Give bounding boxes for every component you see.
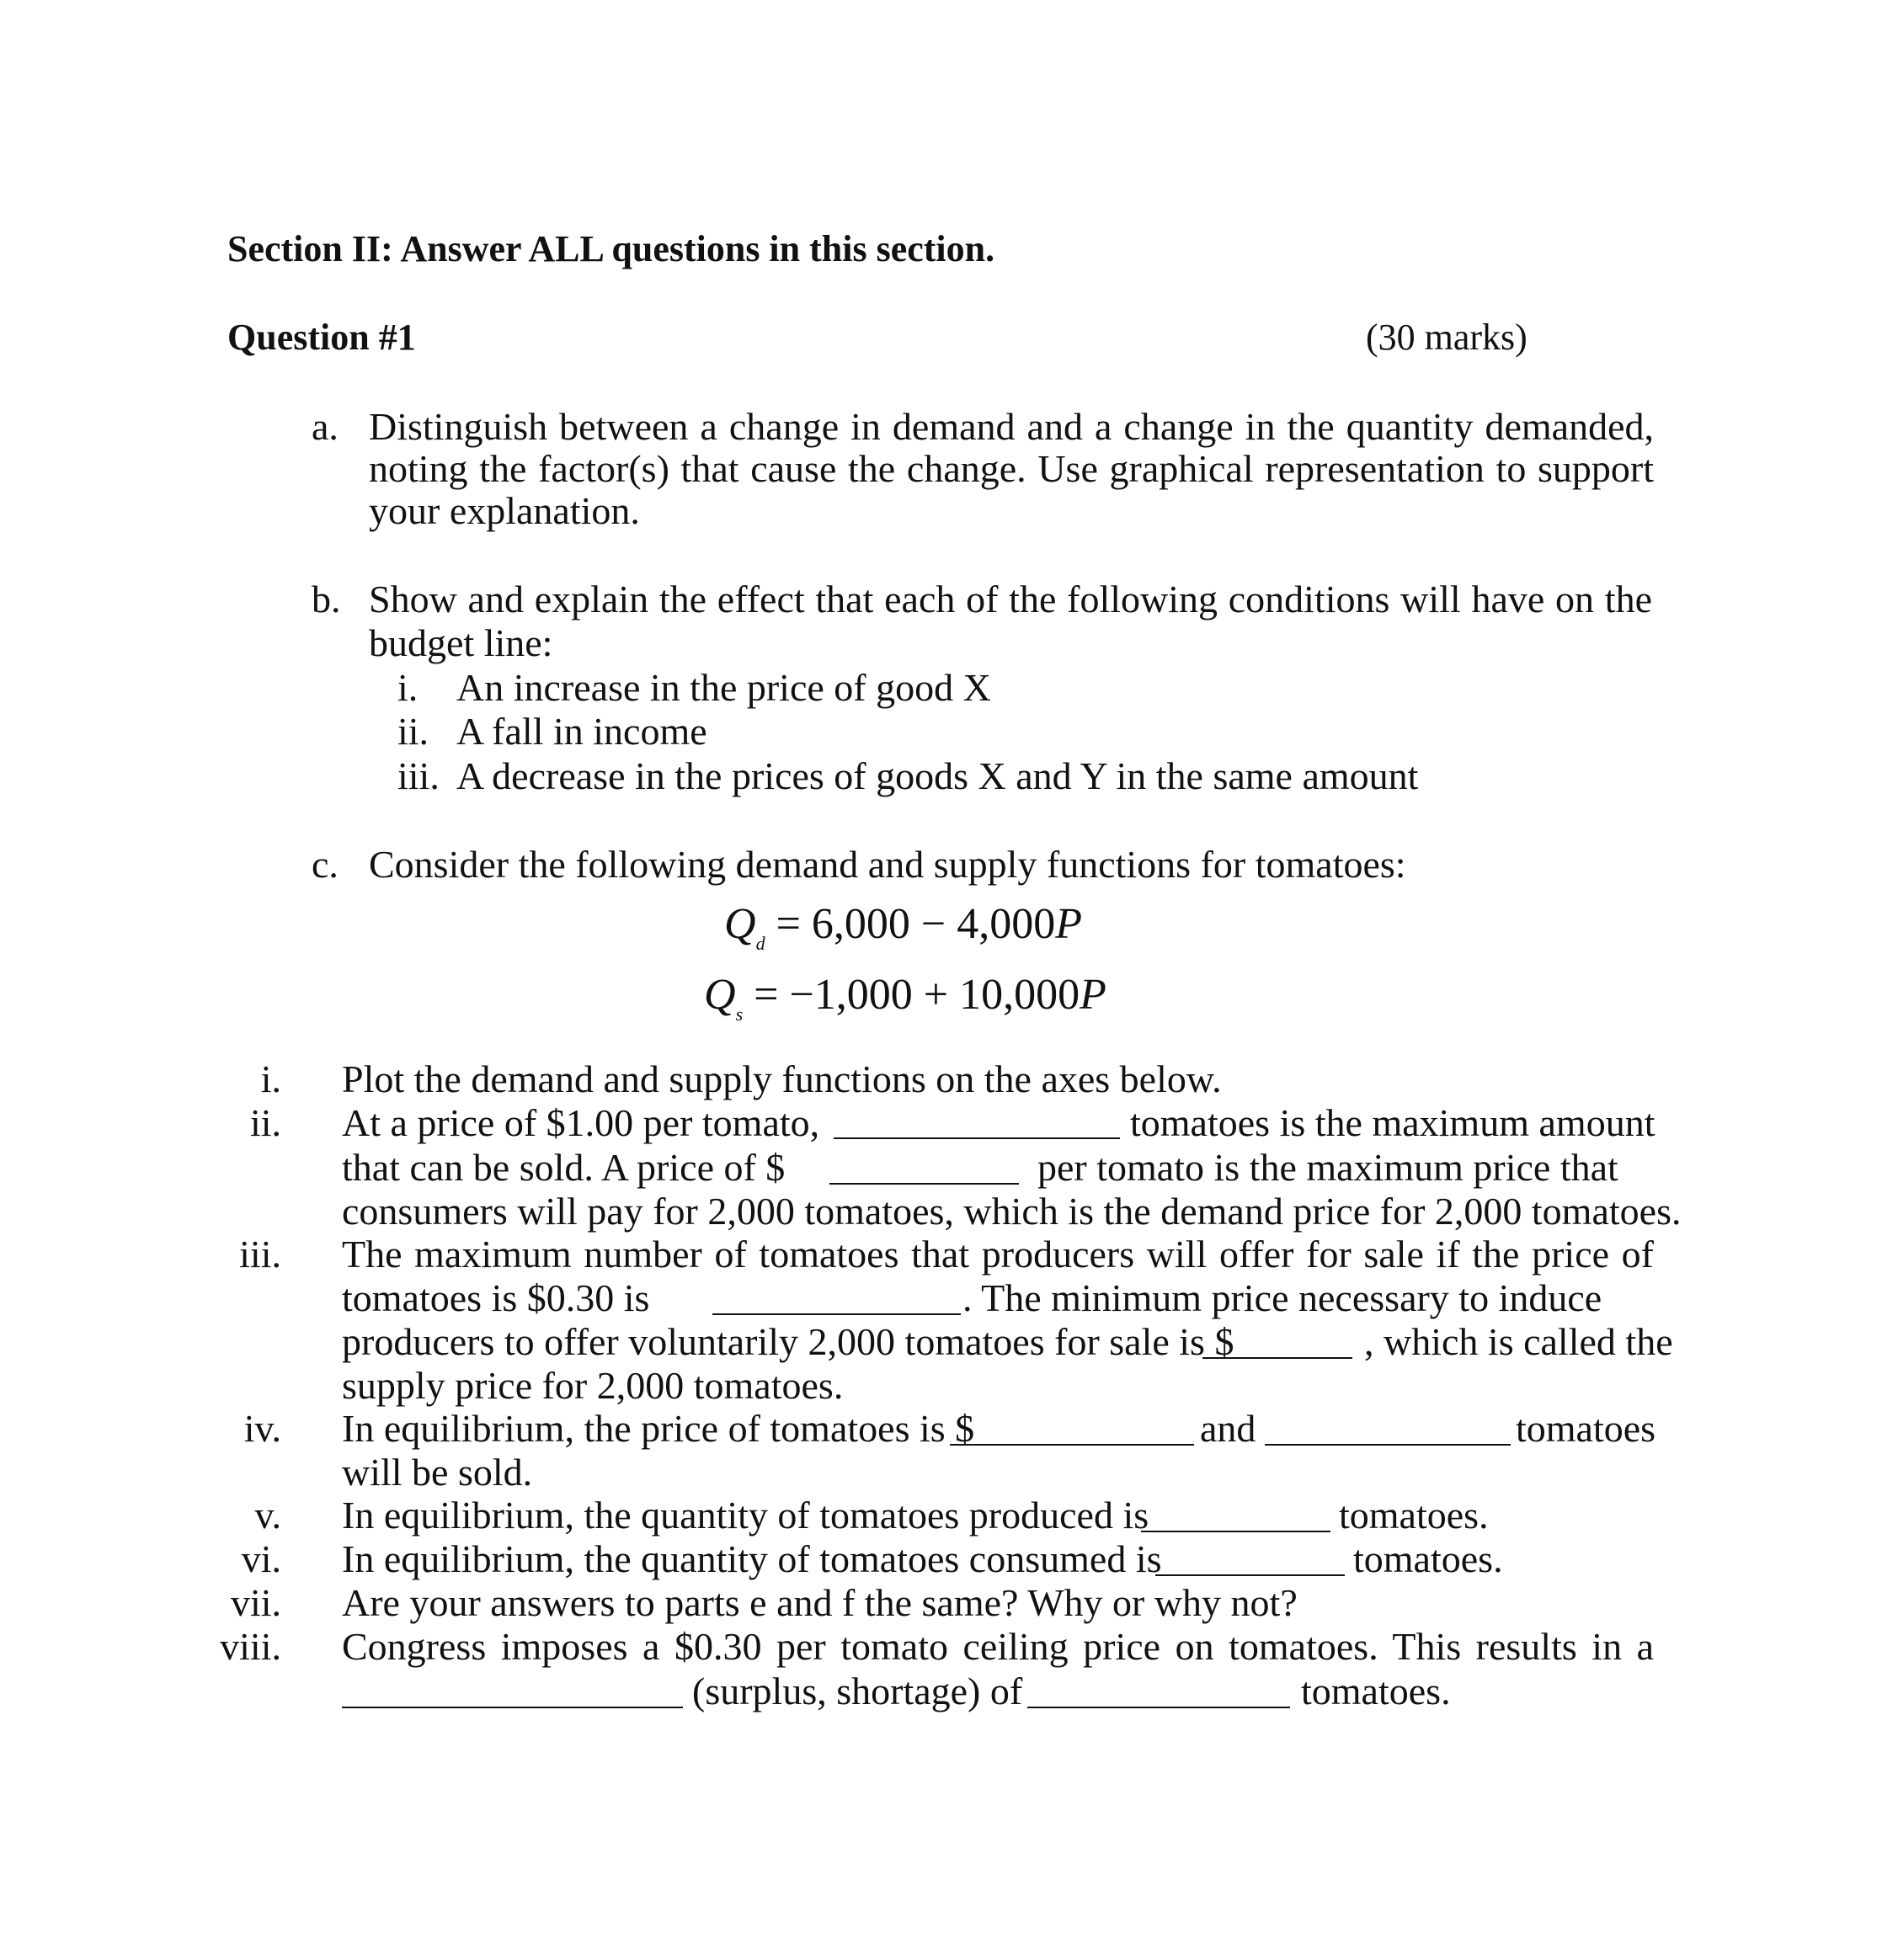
demand-equation <box>724 899 1082 955</box>
answer-blank[interactable] <box>829 1182 1019 1185</box>
subq-iii-line-4: supply price for 2,000 tomatoes. <box>342 1364 844 1407</box>
subq-iii-line-2a: tomatoes is $0.30 is <box>342 1276 650 1319</box>
subq-iii-line-3a: producers to offer voluntarily 2,000 tomatoes for sale is $ <box>342 1320 1234 1363</box>
part-a-line-2: noting the factor(s) that cause the change. Use graphical representation to support <box>369 447 1654 490</box>
eq-var: Q <box>704 971 736 1019</box>
subq-viii-line-2a: (surplus, shortage) of <box>692 1670 1023 1712</box>
part-b-item-text: A fall in income <box>456 710 707 753</box>
subq-ii-line-2b: per tomato is the maximum price that <box>1037 1146 1618 1189</box>
subq-vi-line-1b: tomatoes. <box>1353 1537 1503 1580</box>
subq-num: i. <box>260 1057 281 1100</box>
part-b-item-num: i. <box>397 666 419 709</box>
subq-v-line-1b: tomatoes. <box>1339 1494 1489 1537</box>
eq-p: P <box>1080 971 1106 1019</box>
answer-blank[interactable] <box>1265 1443 1511 1446</box>
subq-i-text: Plot the demand and supply functions on the axes below. <box>342 1057 1222 1100</box>
eq-rhs: = −1,000 + 10,000 <box>754 971 1080 1019</box>
subq-vii-text: Are your answers to parts e and f the same? Why or why not? <box>342 1581 1298 1624</box>
subq-viii-line-1: Congress imposes a $0.30 per tomato ceiling price on tomatoes. This results in a <box>342 1625 1654 1668</box>
part-a-label: a. <box>312 405 339 448</box>
part-a-line-3: your explanation. <box>369 489 640 532</box>
subq-ii-line-1a: At a price of $1.00 per tomato, <box>342 1101 820 1144</box>
part-b-item-num: iii. <box>397 754 440 797</box>
subq-iv-line-2: will be sold. <box>342 1451 533 1494</box>
answer-blank[interactable] <box>1141 1530 1330 1532</box>
answer-blank[interactable] <box>834 1137 1120 1139</box>
subq-iii-line-1: The maximum number of tomatoes that producers will offer for sale if the price of <box>342 1233 1654 1276</box>
part-c-text: Consider the following demand and supply functions for tomatoes: <box>369 843 1406 886</box>
answer-blank[interactable] <box>1027 1706 1290 1708</box>
subq-iii-line-2b: . The minimum price necessary to induce <box>962 1276 1602 1319</box>
subq-num: iii. <box>239 1233 281 1276</box>
subq-ii-line-3: consumers will pay for 2,000 tomatoes, which is the demand price for 2,000 tomatoes. <box>342 1190 1682 1233</box>
subq-vi-line-1a: In equilibrium, the quantity of tomatoes consumed is <box>342 1537 1162 1580</box>
answer-blank[interactable] <box>712 1313 961 1315</box>
subq-ii-line-2a: that can be sold. A price of $ <box>342 1146 786 1189</box>
question-marks: (30 marks) <box>1366 317 1527 358</box>
subq-num: v. <box>254 1494 281 1537</box>
subq-viii-line-2b: tomatoes. <box>1301 1670 1451 1712</box>
part-b-item-text: An increase in the price of good X <box>456 666 991 709</box>
subq-num: vii. <box>230 1581 281 1624</box>
subq-num: viii. <box>220 1625 281 1668</box>
subq-v-line-1a: In equilibrium, the quantity of tomatoes produced is <box>342 1494 1149 1537</box>
part-a-line-1: Distinguish between a change in demand and a change in the quantity demanded, <box>369 405 1654 448</box>
eq-rhs: = 6,000 − 4,000 <box>776 900 1056 948</box>
subq-iv-line-1b: and <box>1200 1407 1256 1450</box>
answer-blank[interactable] <box>342 1706 683 1708</box>
subq-num: vi. <box>241 1537 281 1580</box>
answer-blank[interactable] <box>1202 1356 1352 1359</box>
subq-ii-line-1b: tomatoes is the maximum amount <box>1130 1101 1655 1144</box>
answer-blank[interactable] <box>950 1443 1194 1446</box>
part-b-line-1: Show and explain the effect that each of the following conditions will have on the <box>369 578 1652 620</box>
supply-equation <box>704 970 1106 1025</box>
part-c-label: c. <box>312 843 339 886</box>
part-b-item-num: ii. <box>397 710 429 753</box>
part-b-line-2: budget line: <box>369 621 553 664</box>
eq-p: P <box>1055 900 1082 948</box>
answer-blank[interactable] <box>1155 1574 1345 1576</box>
eq-sub: d <box>755 933 765 954</box>
eq-var: Q <box>724 900 756 948</box>
subq-num: ii. <box>249 1101 281 1144</box>
subq-iv-line-1c: tomatoes <box>1516 1407 1656 1450</box>
question-title: Question #1 <box>227 317 416 358</box>
subq-iii-line-3b: , which is called the <box>1364 1320 1673 1363</box>
subq-num: iv. <box>243 1407 281 1450</box>
subq-iv-line-1a: In equilibrium, the price of tomatoes is $ <box>342 1407 975 1450</box>
section-title: Section II: Answer ALL questions in this section. <box>227 228 995 269</box>
eq-sub: s <box>735 1004 744 1025</box>
part-b-label: b. <box>312 578 341 620</box>
part-b-item-text: A decrease in the prices of goods X and Y in the same amount <box>456 754 1419 797</box>
